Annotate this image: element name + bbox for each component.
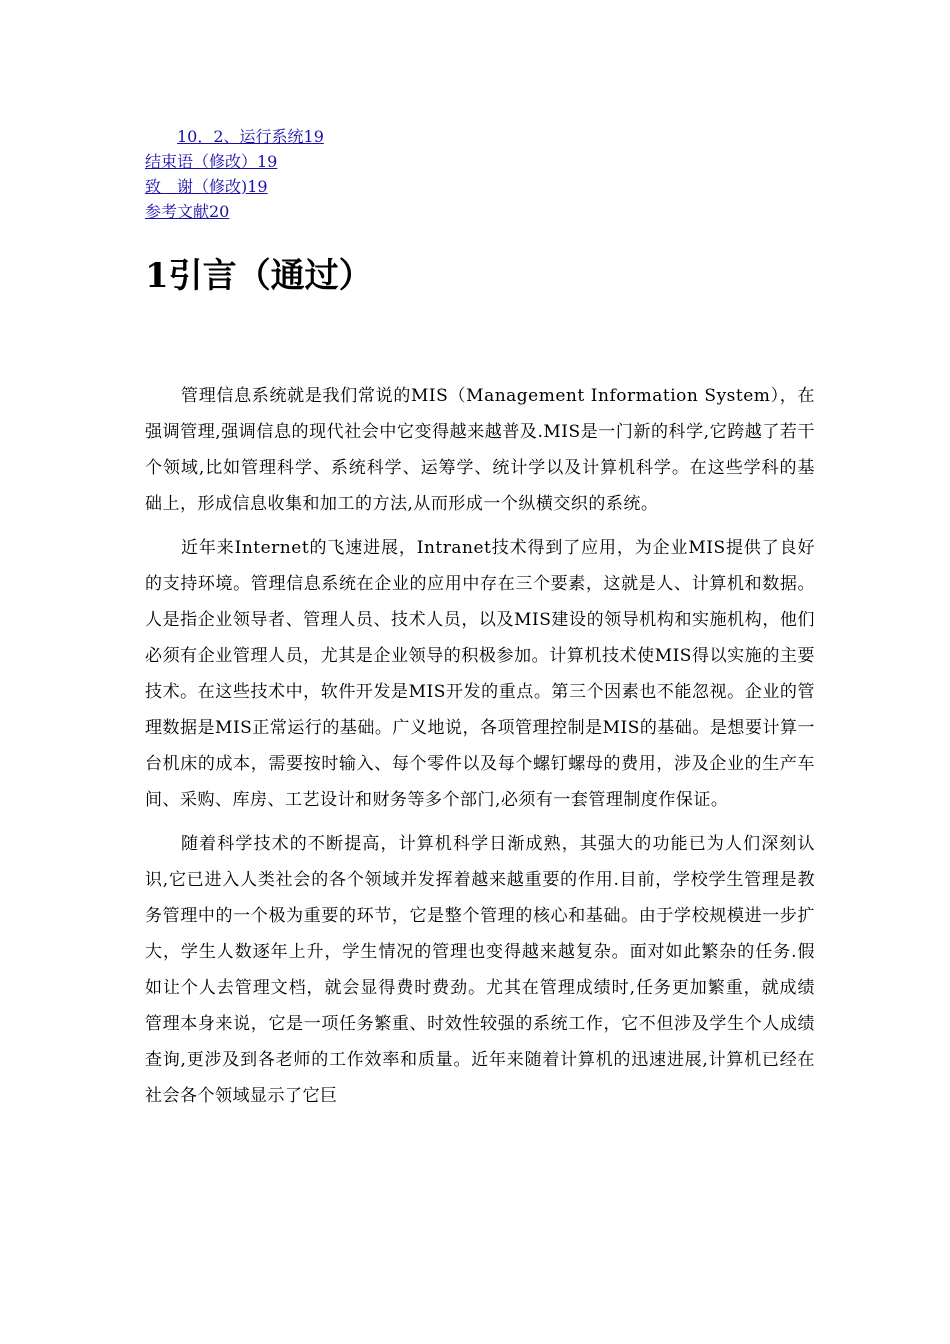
paragraph-student-management: 随着科学技术的不断提高，计算机科学日渐成熟，其强大的功能已为人们深刻认识,它已进入人类社会的各个领域并发挥着越来越重要的作用.目前，学校学生管理是教务管理中的一个极为重要的环节，它是整个管理的核心和基础。由于学校规模进一步扩大，学生人数逐年上升，学生情况的管理也变得越来越复杂。面对如此繁杂的任务.假如让个人去管理文档，就会显得费时费劲。尤其在管理成绩时,任务更加繁重，就成绩管理本身来说，它是一项任务繁重、时效性较强的系统工作，它不但涉及学生个人成绩查询,更涉及到各老师的工作效率和质量。近年来随着计算机的迅速进展,计算机已经在社会各个领域显示了它巨 — [145, 834, 815, 1106]
section-heading: 1引言（通过） — [145, 256, 373, 296]
paragraph-mis-intro: 管理信息系统就是我们常说的MIS（Management Information System），在强调管理,强调信息的现代社会中它变得越来越普及.MIS是一门新的科学,它跨越了若干个领域,比如管理科学、系统科学、运筹学、统计学以及计算机科学。在这些学科的基础上，形成信息收集和加工的方法,从而形成一个纵横交织的系统。 — [145, 386, 815, 514]
toc-link-run-system[interactable]: 10．2、运行系统19 — [177, 127, 324, 146]
paragraph-internet-development: 近年来Internet的飞速进展，Intranet技术得到了应用，为企业MIS提供了良好的支持环境。管理信息系统在企业的应用中存在三个要素，这就是人、计算机和数据。人是指企业领导者、管理人员、技术人员，以及MIS建设的领导机构和实施机构，他们必须有企业管理人员，尤其是企业领导的积极参加。计算机技术使MIS得以实施的主要技术。在这些技术中，软件开发是MIS开发的重点。第三个因素也不能忽视。企业的管理数据是MIS正常运行的基础。广义地说，各项管理控制是MIS的基础。是想要计算一台机床的成本，需要按时输入、每个零件以及每个螺钉螺母的费用，涉及企业的生产车间、采购、库房、工艺设计和财务等多个部门,必须有一套管理制度作保证。 — [145, 538, 815, 810]
toc-link-conclusion[interactable]: 结束语（修改）19 — [145, 152, 278, 171]
toc-link-references[interactable]: 参考文献20 — [145, 202, 230, 221]
toc-link-acknowledgements[interactable]: 致 谢（修改)19 — [145, 177, 268, 196]
section-body — [145, 378, 815, 1122]
table-of-contents — [145, 124, 825, 224]
